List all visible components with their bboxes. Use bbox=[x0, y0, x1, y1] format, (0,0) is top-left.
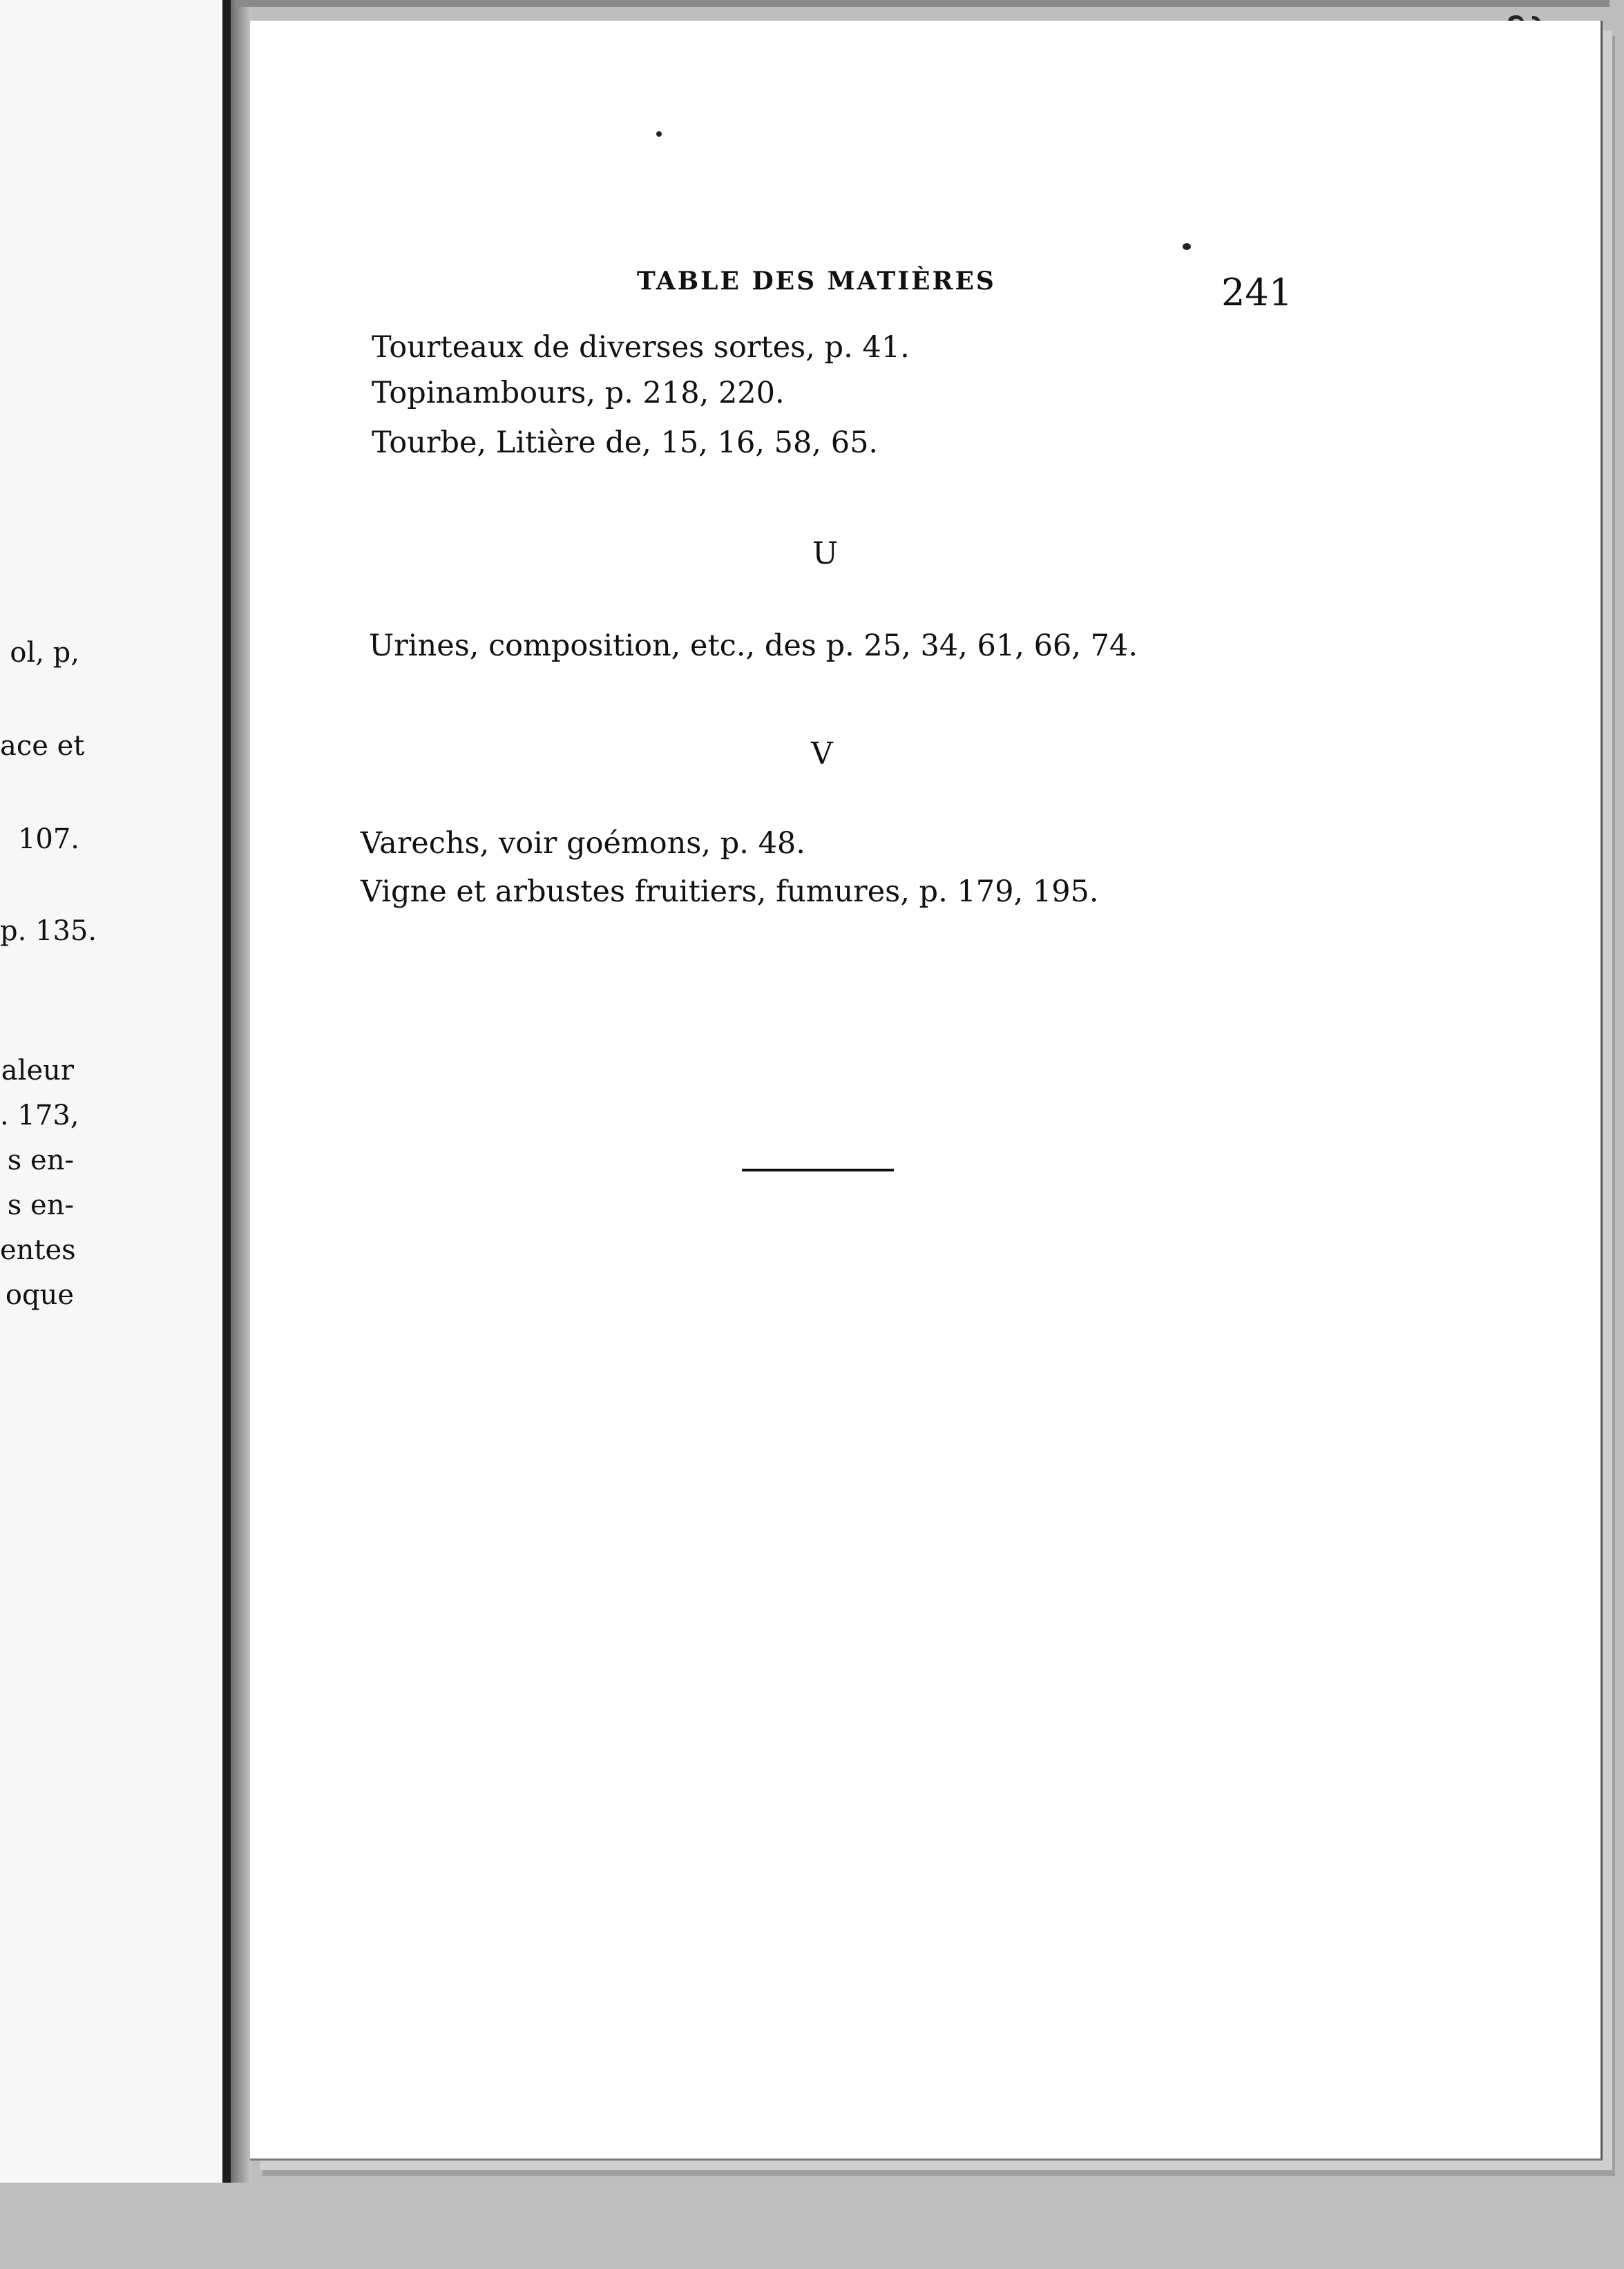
ink-speck bbox=[656, 131, 662, 137]
page-top-edge bbox=[235, 0, 1609, 7]
left-page-fragment: ace et bbox=[0, 730, 85, 762]
binding-gutter bbox=[222, 0, 231, 2183]
left-page-fragment: 107. bbox=[17, 823, 79, 855]
left-page-fragment: p. 135. bbox=[0, 915, 97, 947]
ink-speck bbox=[1183, 243, 1191, 250]
index-entry: Tourteaux de diverses sortes, p. 41. bbox=[372, 330, 910, 365]
left-page-fragment: ol, p, bbox=[10, 637, 79, 669]
closing-rule bbox=[742, 1169, 894, 1171]
scan-bottom-background bbox=[0, 2183, 1624, 2269]
index-entry: Varechs, voir goémons, p. 48. bbox=[361, 826, 805, 861]
left-page-fragment: aleur bbox=[1, 1055, 74, 1086]
left-page-fragment: oque bbox=[5, 1279, 74, 1311]
page-number: 241 bbox=[1221, 271, 1293, 314]
left-page-fragment: entes bbox=[0, 1234, 76, 1266]
index-entry: Vigne et arbustes fruitiers, fumures, p. 179, 195. bbox=[361, 874, 1099, 909]
left-page-fragment: s en- bbox=[7, 1189, 74, 1221]
index-entry: Urines, composition, etc., des p. 25, 34, 61, 66, 74. bbox=[369, 629, 1138, 663]
section-letter-v: V bbox=[811, 736, 833, 772]
index-entry: Tourbe, Litière de, 15, 16, 58, 65. bbox=[372, 425, 879, 460]
gutter-shadow bbox=[231, 0, 251, 2183]
index-entry: Topinambours, p. 218, 220. bbox=[372, 376, 785, 410]
left-page-fragment: . 173, bbox=[0, 1100, 79, 1131]
section-letter-u: U bbox=[812, 536, 839, 571]
left-page-fragment: s en- bbox=[7, 1145, 74, 1176]
running-title: TABLE DES MATIÈRES bbox=[637, 267, 996, 296]
left-facing-page bbox=[0, 0, 228, 2269]
